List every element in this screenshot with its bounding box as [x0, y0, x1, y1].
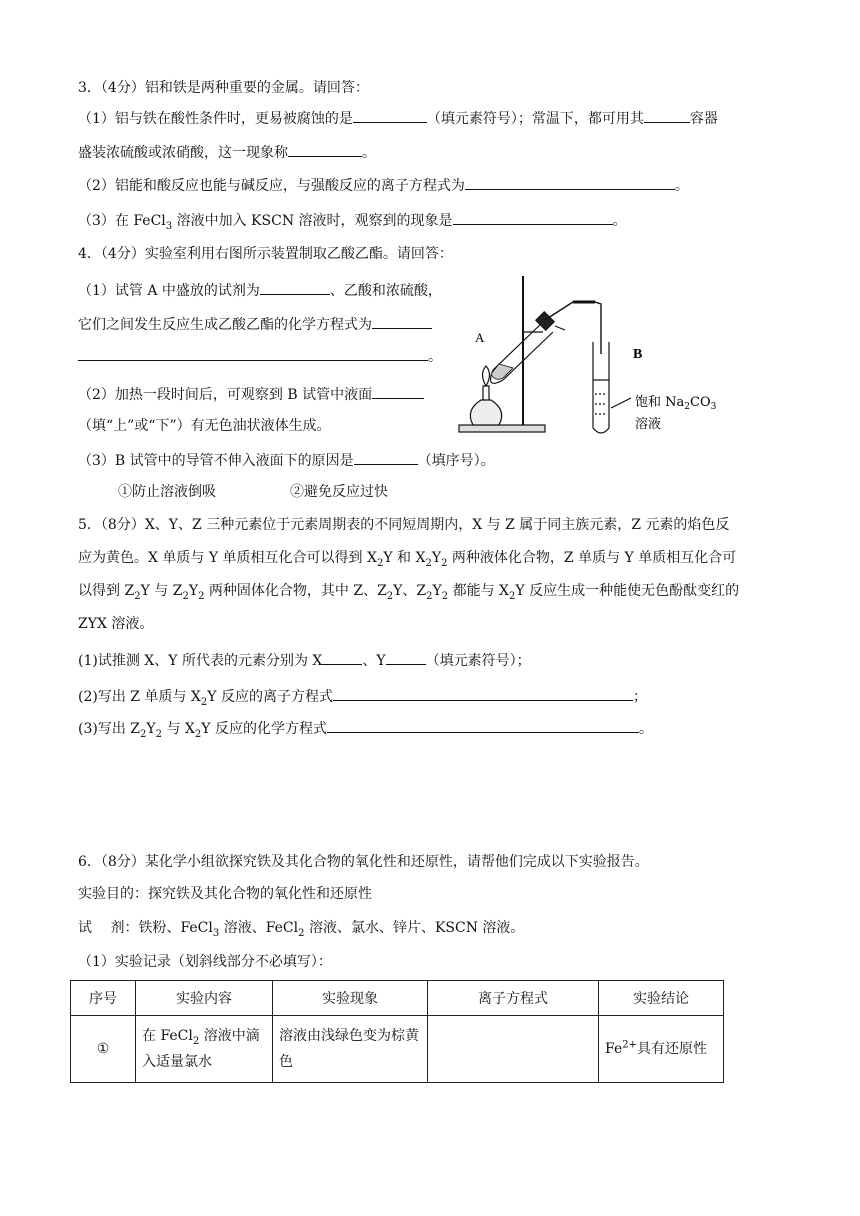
- header-content: 实验内容: [136, 981, 273, 1016]
- answer-blank[interactable]: [354, 450, 418, 465]
- q3-part1-line2: 盛装浓硫酸或浓硝酸，这一现象称 。: [78, 142, 376, 163]
- cell-content: 在 FeCl$_2$ 溶液中滴入适量氯水: [136, 1016, 273, 1083]
- answer-blank[interactable]: [372, 314, 432, 329]
- answer-blank[interactable]: [644, 108, 690, 123]
- answer-blank[interactable]: [327, 718, 639, 733]
- header-equation: 离子方程式: [428, 981, 599, 1016]
- q3-part1-line1: （1）铝与铁在酸性条件时，更易被腐蚀的是 （填元素符号）；常温下，都可用其 容器: [78, 108, 718, 129]
- q4-option-2: ②避免反应过快: [290, 484, 388, 500]
- header-number: 序号: [71, 981, 136, 1016]
- q5-part2: (2)写出 Z 单质与 $X_2Y$ 反应的离子方程式 ；: [78, 686, 647, 707]
- cell-phenomenon: 溶液由浅绿色变为棕黄色: [273, 1016, 428, 1083]
- answer-blank[interactable]: [386, 650, 426, 665]
- q4-part1-line2: 它们之间发生反应生成乙酸乙酯的化学方程式为: [78, 314, 432, 335]
- answer-blank[interactable]: [333, 686, 633, 701]
- q5-part1: (1)试推测 X、Y 所代表的元素分别为 X 、Y （填元素符号）；: [78, 650, 531, 671]
- table-header-row: [71, 981, 724, 1016]
- q4-part3: （3）B 试管中的导管不伸入液面下的原因是 （填序号）。: [78, 450, 495, 471]
- q6-purpose: 实验目的：探究铁及其化合物的氧化性和还原性: [78, 886, 372, 902]
- label-b: B: [633, 347, 643, 362]
- answer-blank[interactable]: [260, 280, 330, 295]
- label-a: A: [475, 330, 485, 345]
- q6-record: （1）实验记录（划斜线部分不必填写）：: [78, 954, 332, 970]
- q3-part3: （3）在 FeCl$_3$ 溶液中加入 KSCN 溶液时，观察到的现象是 。: [78, 210, 627, 231]
- q4-part1-line3: 。: [78, 346, 442, 367]
- q4-part1-line1: （1）试管 A 中盛放的试剂为 、乙酸和浓硫酸，: [78, 280, 442, 301]
- answer-blank[interactable]: [372, 384, 424, 399]
- q4-option-1: ①防止溶液倒吸: [118, 484, 216, 500]
- answer-blank[interactable]: [322, 650, 362, 665]
- q5-line2: 应为黄色。X 单质与 Y 单质相互化合可以得到 $X_2Y$ 和 $X_2Y_2$ 两种液体化合物，Z 单质与 Y 单质相互化合可: [78, 550, 737, 569]
- answer-blank[interactable]: [465, 175, 675, 190]
- cell-number: ①: [71, 1016, 136, 1083]
- cell-equation[interactable]: [428, 1016, 599, 1083]
- header-conclusion: 实验结论: [599, 981, 724, 1016]
- label-solution: 饱和 $Na_2CO_3$: [635, 395, 717, 412]
- experiment-table: [70, 980, 724, 1083]
- answer-blank[interactable]: [353, 108, 427, 123]
- answer-blank[interactable]: [288, 142, 362, 157]
- cell-conclusion: $Fe^{2+}$具有还原性: [599, 1016, 724, 1083]
- q4-part2-line1: （2）加热一段时间后，可观察到 B 试管中液面: [78, 384, 424, 405]
- table-row: [71, 1016, 724, 1083]
- answer-blank[interactable]: [453, 210, 613, 225]
- label-solution-2: 溶液: [635, 417, 662, 432]
- q5-line1: 5．（8分）X、Y、Z 三种元素位于元素周期表的不同短周期内，X 与 Z 属于同主族元素，Z 元素的焰色反: [78, 517, 730, 533]
- q4-heading: 4．（4分）实验室利用右图所示装置制取乙酸乙酯。请回答：: [78, 246, 453, 262]
- q3-heading: 3．（4分）铝和铁是两种重要的金属。请回答：: [78, 80, 369, 96]
- q6-heading: 6．（8分）某化学小组欲探究铁及其化合物的氧化性和还原性，请帮他们完成以下实验报告。: [78, 854, 649, 870]
- q5-line4: ZYX 溶液。: [78, 616, 154, 632]
- q3-part2: （2）铝能和酸反应也能与碱反应，与强酸反应的离子方程式为 。: [78, 175, 689, 196]
- q6-reagents: 试 剂：铁粉、FeCl$_3$ 溶液、FeCl$_2$ 溶液、氯水、锌片、KSCN 溶液。: [78, 920, 525, 939]
- header-phenomenon: 实验现象: [273, 981, 428, 1016]
- q5-line3: 以得到 $Z_2Y$ 与 $Z_2Y_2$ 两种固体化合物，其中 Z、$Z_2Y$、$Z_2Y_2$ 都能与 $X_2Y$ 反应生成一种能使无色酚酞变红的: [78, 583, 740, 602]
- ester-apparatus-figure: [455, 270, 735, 440]
- q5-part3: (3)写出 $Z_2Y_2$ 与 $X_2Y$ 反应的化学方程式 。: [78, 718, 653, 739]
- q4-part2-line2: （填“上”或“下”）有无色油状液体生成。: [78, 418, 331, 434]
- answer-blank[interactable]: [78, 346, 428, 361]
